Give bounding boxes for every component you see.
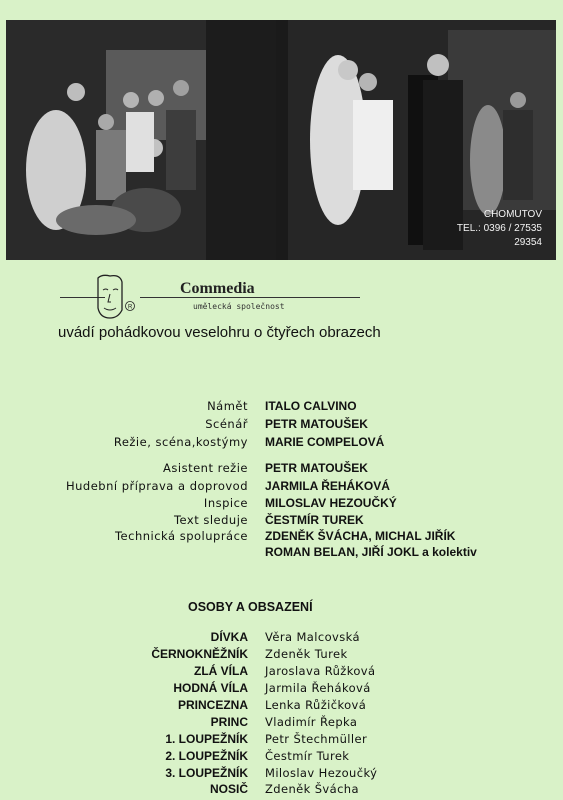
- svg-text:R: R: [128, 304, 133, 311]
- credit-name: PETR MATOUŠEK: [265, 417, 368, 431]
- cast-row: [0, 698, 563, 715]
- credit-role: Námět: [207, 399, 248, 413]
- contact-block: [457, 208, 542, 250]
- header-photo-band: [6, 20, 556, 260]
- credit-row: [0, 435, 563, 451]
- logo-title: Commedia: [180, 280, 255, 297]
- cast-role: 3. LOUPEŽNÍK: [165, 766, 248, 780]
- cast-row: [0, 782, 563, 799]
- cast-actor: Zdeněk Turek: [265, 647, 348, 661]
- cast-role: ČERNOKNĚŽNÍK: [151, 647, 248, 661]
- cast-heading: OSOBY A OBSAZENÍ: [188, 600, 313, 614]
- credit-row: [0, 513, 563, 529]
- cast-role: PRINCEZNA: [177, 698, 248, 712]
- cast-actor: Vladimír Řepka: [265, 715, 358, 729]
- cast-actor: Petr Štechmüller: [265, 732, 368, 746]
- cast-actor: Jarmila Řeháková: [265, 681, 371, 695]
- credit-name: ZDENĚK ŠVÁCHA, MICHAL JIŘÍK: [265, 529, 456, 543]
- cast-row: [0, 664, 563, 681]
- cast-row: [0, 630, 563, 647]
- credit-role: Hudební příprava a doprovod: [65, 479, 248, 493]
- cast-actor: Zdeněk Švácha: [265, 782, 359, 796]
- cast-role: HODNÁ VÍLA: [173, 681, 248, 695]
- cast-role: ZLÁ VÍLA: [194, 664, 248, 678]
- credit-role: Technická spolupráce: [114, 529, 248, 543]
- contact-phone: TEL.: 0396 / 27535: [456, 223, 542, 234]
- cast-role: PRINC: [210, 715, 248, 729]
- cast-row: [0, 681, 563, 698]
- cast-row: [0, 715, 563, 732]
- credit-role: Scénář: [205, 417, 248, 431]
- credit-name: JARMILA ŘEHÁKOVÁ: [265, 479, 390, 493]
- credit-role: Text sleduje: [173, 513, 248, 527]
- credit-row: [0, 545, 563, 561]
- credit-row: [0, 461, 563, 477]
- credit-row: [0, 417, 563, 433]
- cast-actor: Jaroslava Růžková: [265, 664, 376, 678]
- credit-row: [0, 479, 563, 495]
- credit-row: [0, 399, 563, 415]
- credit-name: PETR MATOUŠEK: [265, 461, 368, 475]
- contact-city: CHOMUTOV: [483, 209, 542, 220]
- credit-row: [0, 529, 563, 545]
- credit-role: Asistent režie: [163, 461, 248, 475]
- cast-actor: Lenka Růžičková: [265, 698, 367, 712]
- credit-name: MILOSLAV HEZOUČKÝ: [265, 496, 397, 510]
- commedia-logo: [60, 272, 310, 322]
- contact-phone-2: 29354: [514, 237, 542, 248]
- cast-actor: Věra Malcovská: [265, 630, 360, 644]
- credit-name: MARIE COMPELOVÁ: [265, 435, 385, 449]
- cast-actor: Čestmír Turek: [265, 749, 350, 763]
- credit-name: ČESTMÍR TUREK: [265, 513, 364, 527]
- cast-role: DÍVKA: [210, 630, 248, 644]
- cast-row: [0, 647, 563, 664]
- mask-icon: [88, 272, 138, 322]
- credit-role: Režie, scéna,kostýmy: [113, 435, 248, 449]
- credit-name: ROMAN BELAN, JIŘÍ JOKL a kolektiv: [265, 545, 477, 559]
- cast-row: [0, 732, 563, 749]
- credit-row: [0, 496, 563, 512]
- intro-line: uvádí pohádkovou veselohru o čtyřech obrazech: [58, 324, 381, 341]
- stage-photo-group: [6, 20, 276, 260]
- credit-role: Inspice: [203, 496, 248, 510]
- cast-role: 1. LOUPEŽNÍK: [165, 732, 248, 746]
- credit-name: ITALO CALVINO: [265, 399, 357, 413]
- cast-role: NOSIČ: [209, 782, 248, 796]
- logo-subtitle: umělecká společnost: [193, 302, 285, 311]
- cast-role: 2. LOUPEŽNÍK: [165, 749, 248, 763]
- cast-actor: Miloslav Hezoučký: [265, 766, 378, 780]
- cast-row: [0, 749, 563, 766]
- cast-row: [0, 766, 563, 783]
